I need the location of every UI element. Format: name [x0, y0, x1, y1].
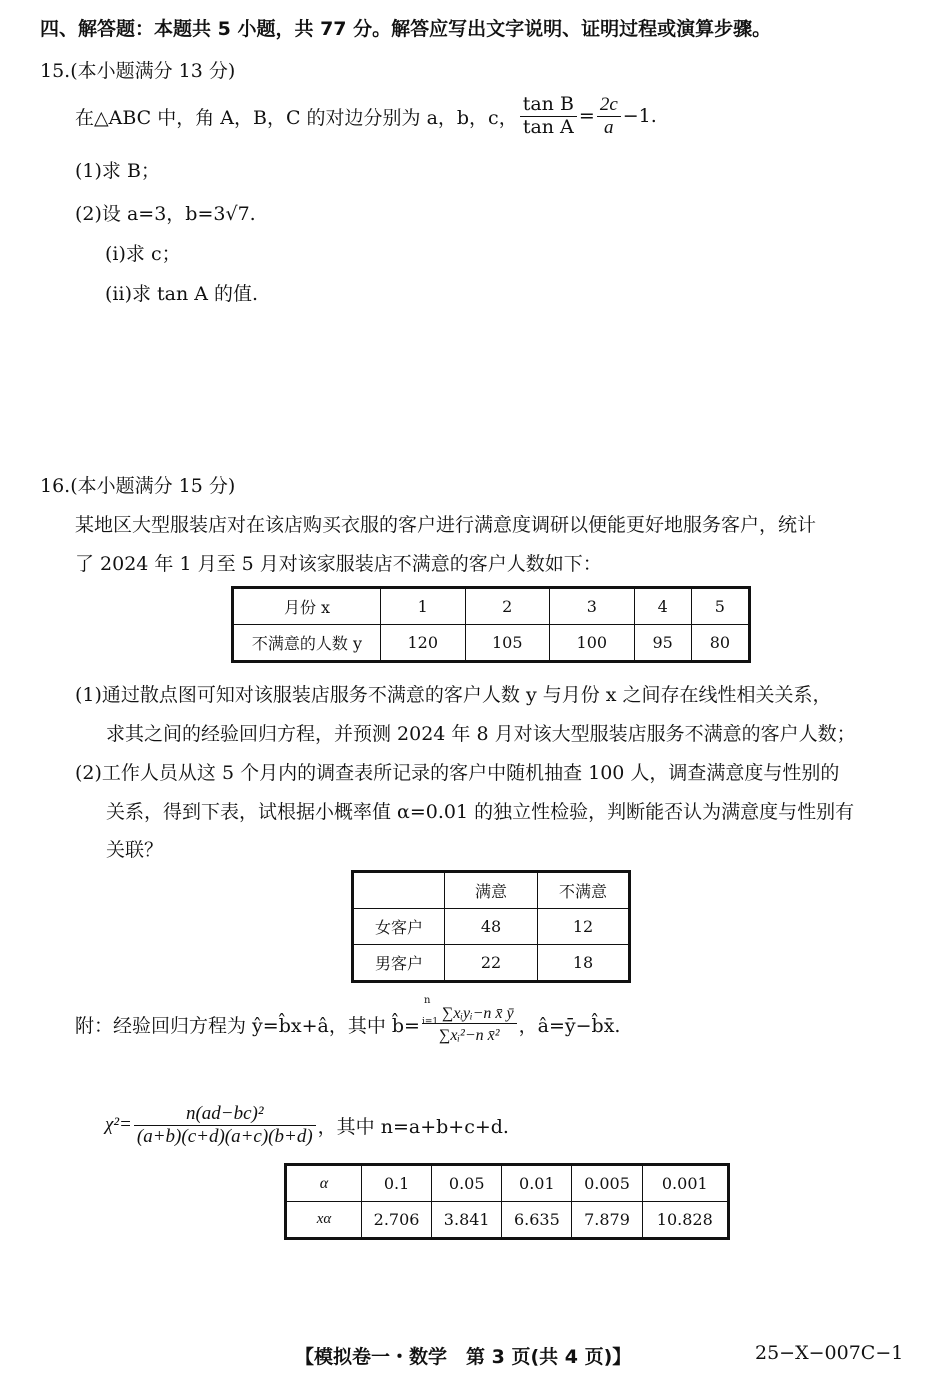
table-cell: 18 — [538, 945, 629, 981]
q16-number: 16.(本小题满分 15 分) — [40, 475, 236, 497]
appendix-regression — [75, 995, 621, 1046]
q16-stem-line2: 了 2024 年 1 月至 5 月对该家服装店不满意的客户人数如下： — [75, 553, 602, 575]
q15-stem — [75, 94, 657, 139]
q16-part2-line3: 关联？ — [106, 839, 164, 861]
table-cell: α — [287, 1166, 362, 1202]
table-cell: 0.1 — [362, 1166, 432, 1202]
b-hat-denominator: ∑xᵢ²−n x̄² — [439, 1027, 500, 1045]
table-cell: 105 — [465, 625, 550, 661]
q15-frac1-den: tan A — [522, 115, 574, 138]
table-cell: 100 — [550, 625, 635, 661]
chi-critical-table — [286, 1165, 728, 1238]
q15-part1: (1)求 B； — [75, 160, 160, 182]
q15-part2: (2)设 a=3，b=3√7. — [75, 203, 256, 225]
table-cell: 4 — [634, 589, 691, 625]
table-cell: 男客户 — [354, 945, 445, 981]
section-title: 四、解答题：本题共 5 小题，共 77 分。解答应写出文字说明、证明过程或演算步骤。 — [40, 18, 772, 40]
table-cell: 0.01 — [502, 1166, 572, 1202]
table-cell: 1 — [381, 589, 466, 625]
table-cell: 0.05 — [432, 1166, 502, 1202]
q15-stem-suffix: −1. — [622, 105, 657, 128]
q16-part2-line2: 关系，得到下表，试根据小概率值 α=0.01 的独立性检验，判断能否认为满意度与性别有 — [106, 801, 855, 823]
a-hat-formula: ，â=ȳ−b̂x̄. — [518, 1015, 621, 1038]
q15-number: 15.(本小题满分 13 分) — [40, 60, 236, 82]
monthly-table — [233, 588, 749, 661]
table-row — [287, 1166, 728, 1202]
appendix-lead: 附：经验回归方程为 ŷ=b̂x+â，其中 b̂= — [75, 1015, 420, 1038]
table-cell: 7.879 — [572, 1202, 642, 1238]
table-cell: 月份 x — [234, 589, 381, 625]
q15-stem-prefix: 在△ABC 中，角 A，B，C 的对边分别为 a，b，c， — [75, 106, 518, 129]
table-row — [234, 625, 749, 661]
table-cell: 3 — [550, 589, 635, 625]
table-cell: 12 — [538, 909, 629, 945]
table-cell: 95 — [634, 625, 691, 661]
table-cell: 10.828 — [642, 1202, 727, 1238]
q15-eq: = — [578, 105, 595, 128]
q15-frac1-num: tan B — [520, 94, 577, 117]
table-row — [354, 909, 629, 945]
table-cell: 48 — [445, 909, 538, 945]
table-cell: 0.005 — [572, 1166, 642, 1202]
q16-part1-line2: 求其之间的经验回归方程，并预测 2024 年 8 月对该大型服装店服务不满意的客户人数； — [106, 723, 856, 745]
table-cell: 22 — [445, 945, 538, 981]
q16-part2-line1: (2)工作人员从这 5 个月内的调查表所记录的客户中随机抽查 100 人，调查满意度与性别的 — [75, 762, 840, 784]
table-cell: 满意 — [445, 873, 538, 909]
footer-page-info: 【模拟卷一・数学 第 3 页(共 4 页)】 — [295, 1346, 632, 1368]
q15-fraction-2c — [597, 94, 621, 139]
chi-square-formula — [105, 1103, 509, 1148]
chi-tail: ，其中 n=a+b+c+d. — [317, 1115, 509, 1138]
sum-upper: n — [423, 995, 431, 1006]
table-cell: 5 — [691, 589, 748, 625]
gender-table — [353, 872, 629, 981]
chi-lead: χ²= — [105, 1114, 132, 1136]
footer-code: 25−X−007C−1 — [755, 1342, 904, 1364]
table-cell: 0.001 — [642, 1166, 727, 1202]
b-hat-numerator — [421, 995, 517, 1028]
q15-part2-ii: (ⅱ)求 tan A 的值. — [105, 283, 259, 305]
q16-stem-line1: 某地区大型服装店对在该店购买衣服的客户进行满意度调研以便能更好地服务客户，统计 — [75, 514, 817, 536]
table-cell: 3.841 — [432, 1202, 502, 1238]
sum-lower: i=1 — [421, 1017, 439, 1028]
chi-numerator: n(ad−bc)² — [134, 1103, 316, 1126]
table-cell: 女客户 — [354, 909, 445, 945]
chi-fraction — [134, 1103, 316, 1148]
table-cell: 80 — [691, 625, 748, 661]
q15-frac2-den: a — [604, 116, 614, 138]
table-cell: 2.706 — [362, 1202, 432, 1238]
q15-frac2-num: 2c — [597, 94, 621, 117]
q15-fraction-tan — [520, 94, 577, 139]
table-row — [234, 589, 749, 625]
table-cell: 不满意 — [538, 873, 629, 909]
table-row — [287, 1202, 728, 1238]
table-cell: 不满意的人数 y — [234, 625, 381, 661]
b-num-text: ∑xᵢyᵢ−n x̄ ȳ — [441, 1005, 514, 1022]
chi-denominator: (a+b)(c+d)(a+c)(b+d) — [136, 1125, 313, 1147]
q16-part1-line1: (1)通过散点图可知对该服装店服务不满意的客户人数 y 与月份 x 之间存在线性相关关系， — [75, 684, 832, 706]
b-hat-fraction — [421, 995, 517, 1046]
table-cell — [354, 873, 445, 909]
table-cell: 120 — [381, 625, 466, 661]
table-cell: xα — [287, 1202, 362, 1238]
table-cell: 6.635 — [502, 1202, 572, 1238]
table-cell: 2 — [465, 589, 550, 625]
table-row — [354, 945, 629, 981]
q15-part2-i: (ⅰ)求 c； — [105, 243, 181, 265]
table-row — [354, 873, 629, 909]
